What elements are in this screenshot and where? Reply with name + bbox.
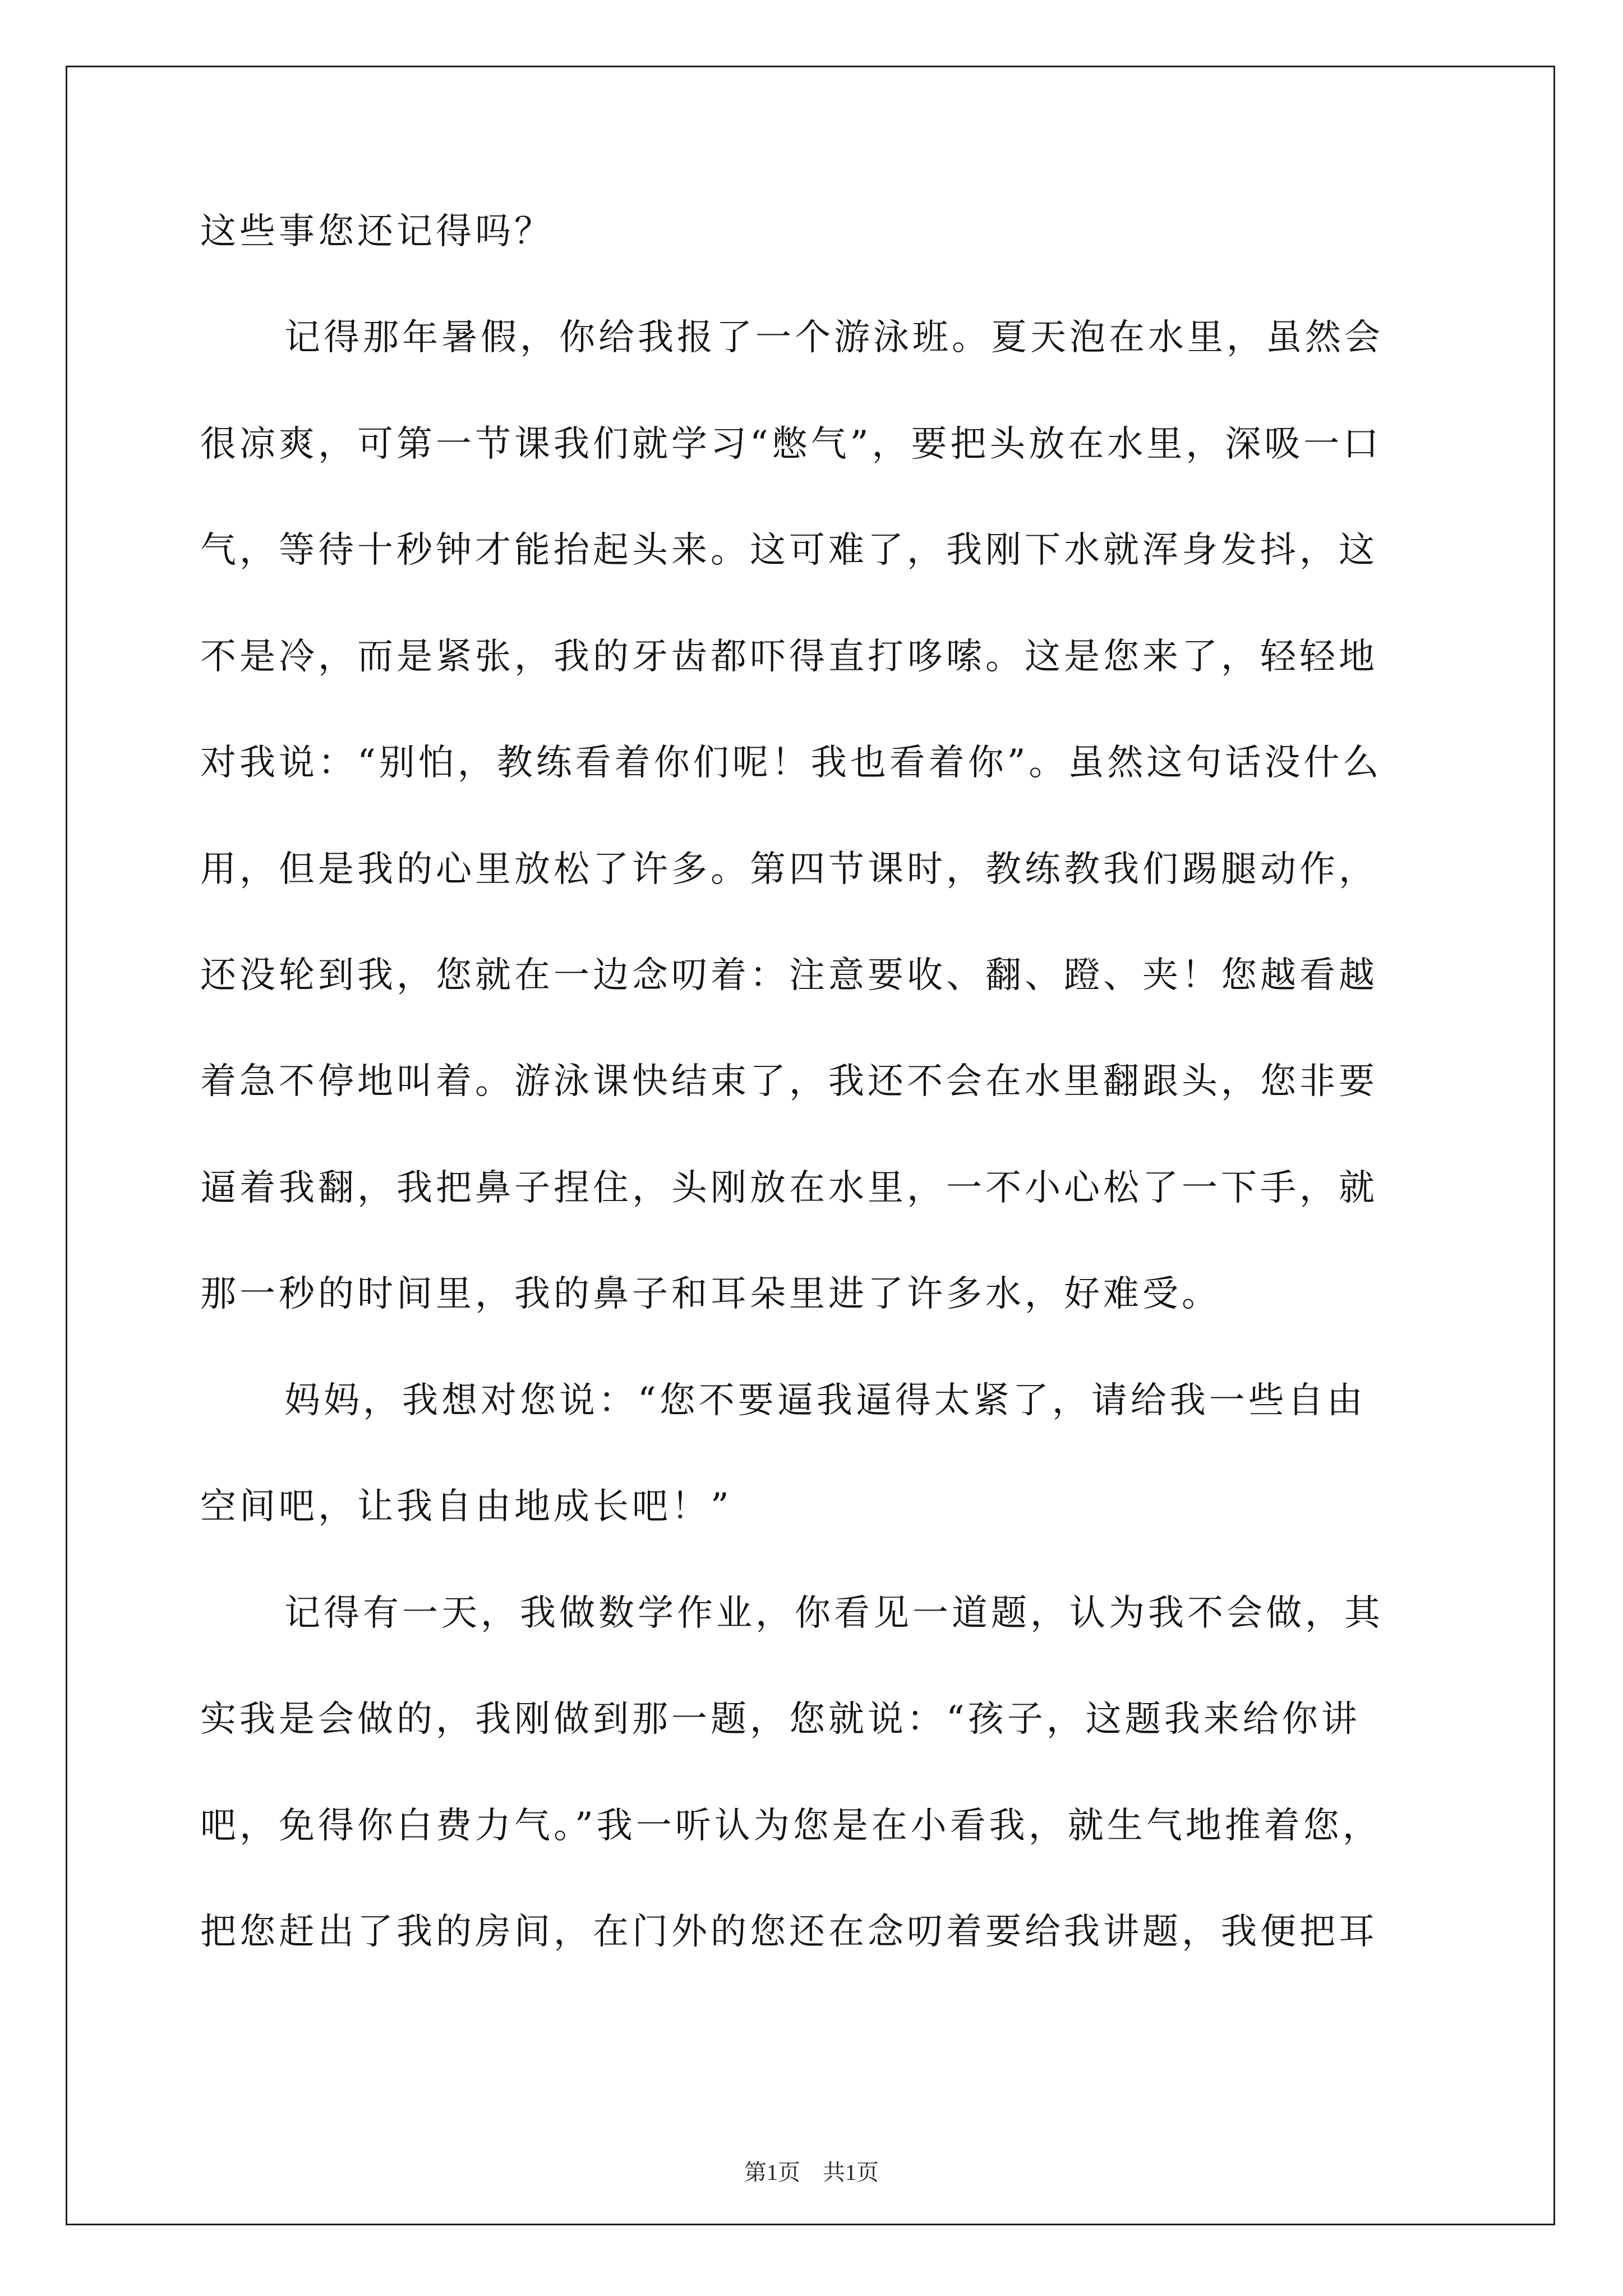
text-line: 气，等待十秒钟才能抬起头来。这可难了，我刚下水就浑身发抖，这 — [200, 530, 1378, 571]
text-line: 对我说：“别怕，教练看着你们呢！我也看着你”。虽然这句话没什么 — [200, 742, 1382, 784]
text-line: 着急不停地叫着。游泳课快结束了，我还不会在水里翻跟头，您非要 — [200, 1061, 1378, 1102]
text-line: 很凉爽，可第一节课我们就学习“憋气”，要把头放在水里，深吸一口 — [200, 424, 1382, 465]
text-line: 空间吧，让我自由地成长吧！” — [200, 1486, 732, 1527]
text-line: 还没轮到我，您就在一边念叨着：注意要收、翻、蹬、夹！您越看越 — [200, 955, 1378, 996]
text-line: 吧，免得你白费力气。”我一听认为您是在小看我，就生气地推着您， — [200, 1805, 1382, 1847]
text-line: 这些事您还记得吗？ — [200, 211, 554, 252]
text-line: 记得那年暑假，你给我报了一个游泳班。夏天泡在水里，虽然会 — [284, 317, 1384, 358]
text-line: 妈妈，我想对您说：“您不要逼我逼得太紧了，请给我一些自由 — [284, 1380, 1366, 1421]
text-line: 不是冷，而是紧张，我的牙齿都吓得直打哆嗦。这是您来了，轻轻地 — [200, 636, 1378, 678]
page-number-footer: 第1页 共1页 — [744, 2160, 879, 2185]
page-border — [66, 66, 1555, 2225]
text-line: 逼着我翻，我把鼻子捏住，头刚放在水里，一不小心松了一下手，就 — [200, 1167, 1378, 1209]
text-line: 把您赶出了我的房间，在门外的您还在念叨着要给我讲题，我便把耳 — [200, 1911, 1378, 1953]
text-line: 记得有一天，我做数学作业，你看见一道题，认为我不会做，其 — [284, 1593, 1384, 1634]
text-line: 用，但是我的心里放松了许多。第四节课时，教练教我们踢腿动作， — [200, 849, 1378, 890]
text-line: 实我是会做的，我刚做到那一题，您就说：“孩子，这题我来给你讲 — [200, 1699, 1361, 1740]
text-line: 那一秒的时间里，我的鼻子和耳朵里进了许多水，好难受。 — [200, 1273, 1221, 1315]
